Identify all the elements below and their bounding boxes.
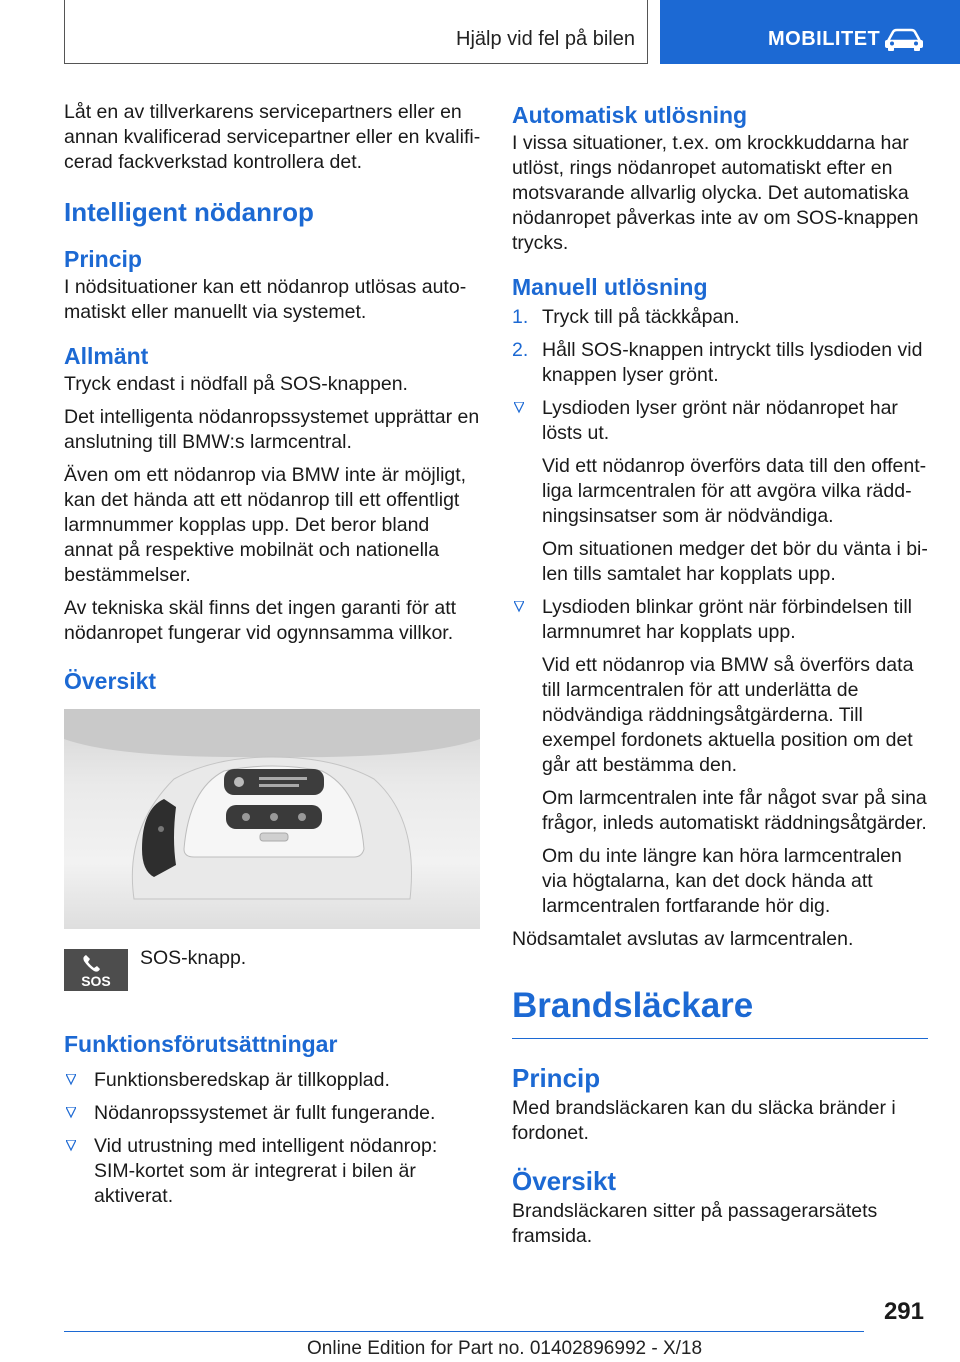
heading-princip-brand: Princip bbox=[512, 1063, 601, 1093]
heading-intelligent-nodanrop: Intelligent nödanrop bbox=[64, 197, 314, 227]
bullet-triangle-icon bbox=[66, 1074, 76, 1086]
bullet-triangle-icon bbox=[514, 402, 524, 414]
header-box bbox=[64, 0, 648, 64]
list-item: Vid utrustning med intelligent nödanrop: SIM-kortet som är integrerat i bilen är aktiverat. bbox=[64, 1134, 482, 1209]
heading-automatisk-utlosning: Automatisk utlösning bbox=[512, 102, 748, 128]
chapter-title: Hjälp vid fel på bilen bbox=[456, 28, 635, 50]
list-item: Funktionsberedskap är tillkopplad. bbox=[64, 1068, 482, 1093]
allmant-paragraph: Av tekniska skäl finns det ingen garanti för att nödanropet fungerar vid ogynnsamma villkor. bbox=[64, 597, 457, 644]
footer-edition: Online Edition for Part no. 01402896992 - X/18 bbox=[307, 1338, 703, 1359]
right-column bbox=[512, 100, 928, 1257]
heading-funktionsforutsattningar: Funktionsförutsättningar bbox=[64, 1031, 338, 1057]
result-item: Lysdioden blinkar grönt när förbindelsen till larmnumret har kopplats upp. Vid ett nödanrop via BMW så överförs data till larmcentralen för att underlätta de nödvändiga räddningsåtgärderna. Till exempel fordonets aktuella position om det går att bestämma den. Om larmcentralen inte får något svar på sina frågor, inleds automatiskt räddningsåtgärder. Om du inte längre kan höra larmcentralen via högtalarna, kan det dock hända att larmcentralen fortfarande hör dig. bbox=[512, 595, 928, 919]
sos-button-icon bbox=[64, 949, 128, 991]
princip-text: I nödsituationer kan ett nödanrop utlösas automatiskt eller manuellt via systemet. bbox=[64, 276, 467, 323]
heading-princip: Princip bbox=[64, 246, 142, 272]
allmant-paragraph: Även om ett nödanrop via BMW inte är möjligt, kan det hända att ett nödanrop till ett offentligt larmnummer kopplas upp. Det beror bland annat på respektive mobilnät och nationella bestämmelser. bbox=[64, 464, 467, 586]
overhead-console-image bbox=[64, 709, 480, 929]
section-tab-label: MOBILITET bbox=[768, 28, 881, 50]
heading-oversikt: Översikt bbox=[64, 668, 157, 694]
requirements-list bbox=[64, 1068, 482, 1209]
end-text: Nödsamtalet avslutas av larmcentralen. bbox=[512, 928, 854, 950]
allmant-paragraph: Tryck endast i nödfall på SOS-knappen. bbox=[64, 373, 408, 395]
section-tab[interactable] bbox=[660, 0, 960, 64]
bullet-triangle-icon bbox=[514, 601, 524, 613]
step-item: 1. Tryck till på täckkåpan. bbox=[512, 306, 740, 328]
list-item: Nödanropssystemet är fullt fungerande. bbox=[64, 1101, 482, 1126]
princip-brand-text: Med brandsläckaren kan du släcka bränder i fordonet. bbox=[512, 1097, 896, 1144]
heading-allmant: Allmänt bbox=[64, 343, 149, 369]
bullet-triangle-icon bbox=[66, 1140, 76, 1152]
heading-manuell-utlosning: Manuell utlösning bbox=[512, 274, 708, 300]
footer-divider bbox=[64, 1331, 864, 1332]
bullet-triangle-icon bbox=[66, 1107, 76, 1119]
page-number: 291 bbox=[883, 1298, 924, 1325]
allmant-paragraph: Det intelligenta nödanropssystemet upprättar en anslutning till BMW:s larmcentral. bbox=[64, 406, 480, 453]
sos-caption: SOS-knapp. bbox=[140, 947, 247, 969]
svg-text:SOS: SOS bbox=[81, 973, 111, 989]
oversikt-brand-text: Brandsläckaren sitter på passagerarsätets framsida. bbox=[512, 1200, 878, 1247]
heading-oversikt-brand: Översikt bbox=[512, 1166, 617, 1196]
auto-text: I vissa situationer, t.ex. om krockkuddarna har utlöst, rings nödanropet automatiskt efter en motsvarande allvarlig olycka. Det automatiska nödanropet påverkas inte av om SOS-knappen trycks. bbox=[512, 132, 919, 254]
heading-brandslackare: Brandsläckare bbox=[512, 986, 928, 1039]
steps-list bbox=[512, 305, 928, 919]
intro-text: Låt en av tillverkarens servicepartners eller en annan kvalificerad servicepartner eller en kvalificerad fackverkstad kontrollera det. bbox=[64, 101, 481, 173]
sos-legend bbox=[64, 947, 482, 1027]
car-icon bbox=[883, 28, 925, 52]
result-item: Lysdioden lyser grönt när nödanropet har lösts ut. Vid ett nödanrop överförs data till den offentliga larmcentralen för att avgöra vilka räddningsinsatser som är nödvändiga. Om situationen medger det bör du vänta i bilen tills samtalet har kopplats upp. bbox=[512, 396, 928, 587]
step-item: 2. Håll SOS-knappen intryckt tills lysdioden vid knappen lyser grönt. bbox=[512, 339, 923, 386]
left-column bbox=[64, 100, 482, 1217]
